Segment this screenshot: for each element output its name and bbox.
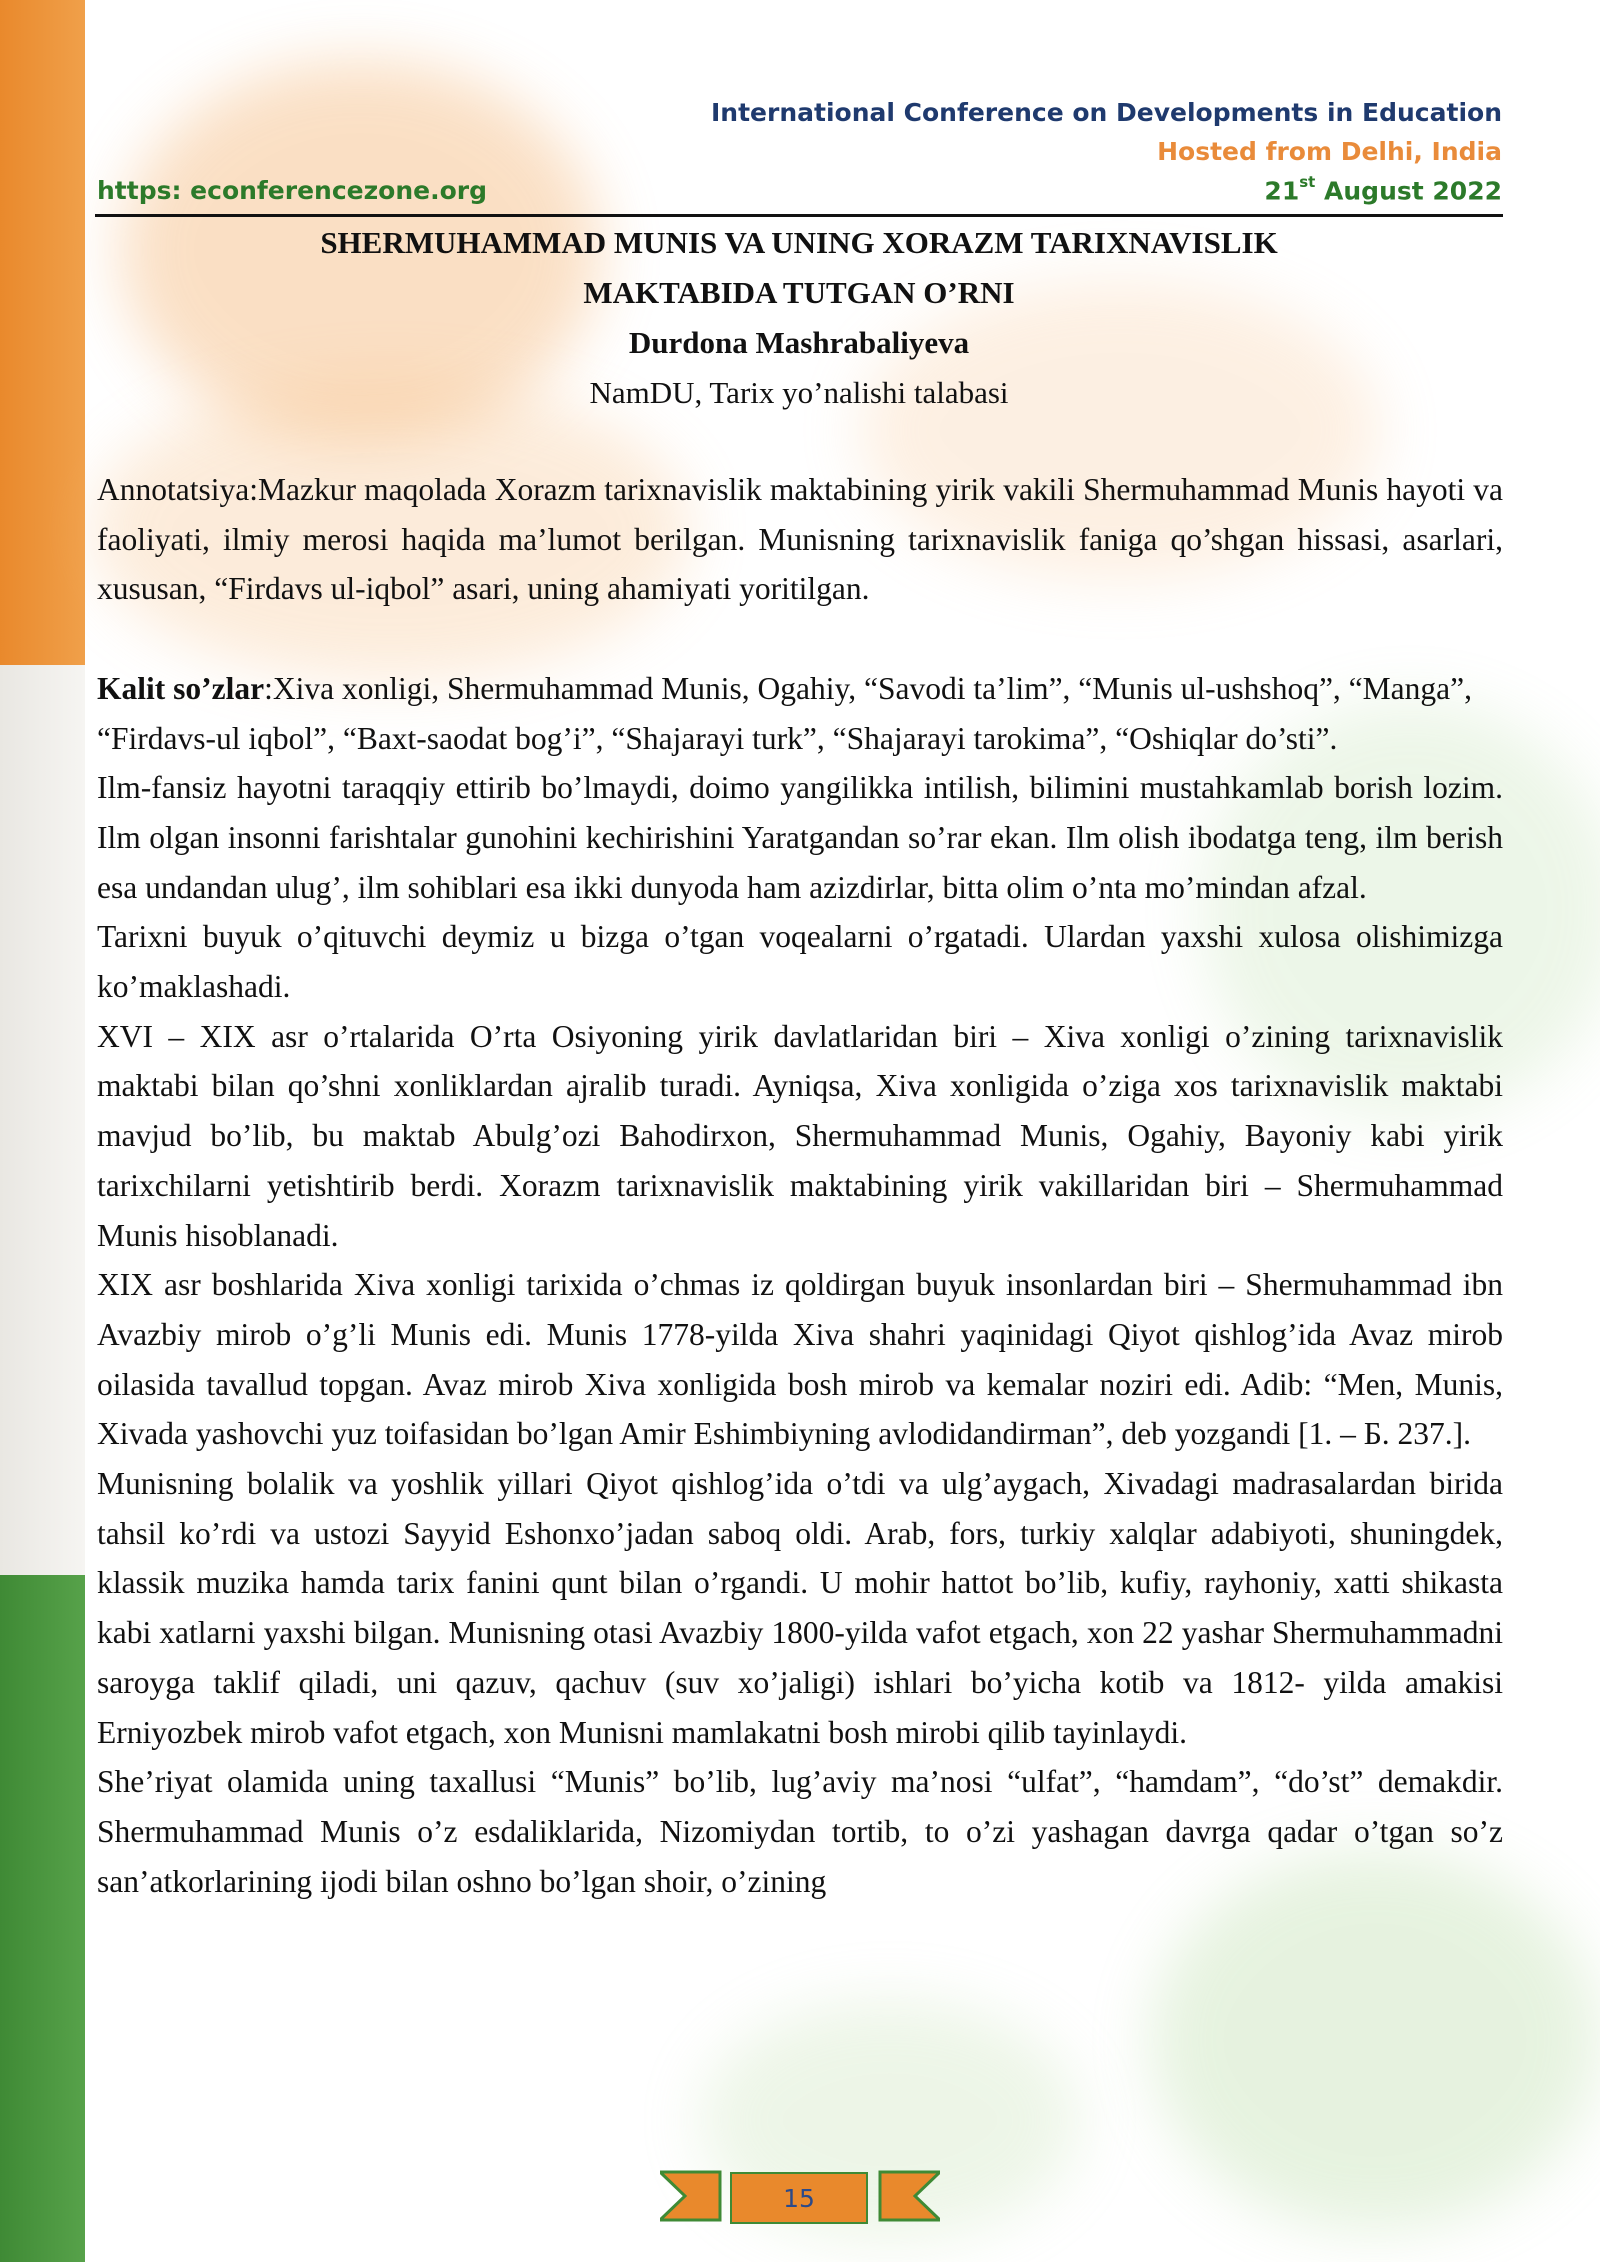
article-title	[95, 218, 1503, 318]
keywords-paragraph	[97, 664, 1503, 763]
date-suffix: st	[1299, 173, 1316, 191]
author-name: Durdona Mashrabaliyeva	[628, 325, 970, 360]
article-body	[97, 465, 1503, 1906]
keywords-label: Kalit so’zlar	[97, 670, 265, 706]
paint-splash	[1150, 1850, 1600, 2230]
flag-stripe-green	[0, 1575, 85, 2262]
author-affiliation: NamDU, Tarix yo’nalishi talabasi	[589, 375, 1009, 410]
body-paragraph: XIX asr boshlarida Xiva xonligi tarixida o’chmas iz qoldirgan buyuk insonlardan biri – Shermuhammad ibn Avazbiy mirob o’g’li Munis edi. Munis 1778-yilda Xiva shahri yaqinidagi Qiyot qishlog’ida Avaz mirob oilasida tavallud topgan. Avaz mirob Xiva xonligida bosh mirob va kemalar noziri edi. Adib: “Men, Munis, Xivada yashovchi yuz toifasidan bo’lgan Amir Eshimbiyning avlodidandirman”, deb yozgandi [1. – Б. 237.].	[97, 1267, 1503, 1452]
paragraph-gap	[97, 614, 1503, 664]
conference-host: Hosted from Delhi, India	[1157, 137, 1502, 166]
flag-stripe-white	[0, 665, 85, 1575]
body-paragraph: Munisning bolalik va yoshlik yillari Qiyot qishlog’ida o’tdi va ulg’aygach, Xivadagi madrasalardan birida tahsil ko’rdi va ustozi Sayyid Eshonxo’jadan saboq oldi. Arab, fors, turkiy xalqlar adabiyoti, shuningdek, klassik muzika hamda tarix fanini qunt bilan o’rgandi. U mohir hattot bo’lib, kufiy, rayhoniy, xatti shikasta kabi xatlarni yaxshi bilgan. Munisning otasi Avazbiy 1800-yilda vafot etgach, xon 22 yashar Shermuhammadni saroyga taklif qiladi, uni qazuv, qachuv (suv xo’jaligi) ishlari bo’yicha kotib va 1812- yilda amakisi Erniyozbek mirob vafot etgach, xon Munisni mamlakatni bosh mirobi qilib tayinlaydi.	[97, 1466, 1503, 1750]
flag-stripe-orange	[0, 0, 85, 665]
conference-name: International Conference on Developments in Education	[711, 98, 1502, 127]
body-paragraph: XVI – XIX asr o’rtalarida O’rta Osiyoning yirik davlatlaridan biri – Xiva xonligi o’zining tarixnavislik maktabi bilan qo’shni xonliklardan ajralib turadi. Ayniqsa, Xiva xonligida o’ziga xos tarixnavislik maktabi mavjud bo’lib, bu maktab Abulg’ozi Bahodirxon, Shermuhammad Munis, Ogahiy, Bayoniy kabi yirik tarixchilarni yetishtirib berdi. Xorazm tarixnavislik maktabining yirik vakillaridan biri – Shermuhammad Munis hisoblanadi.	[97, 1018, 1503, 1253]
conference-url: https: econferencezone.org	[97, 176, 487, 205]
keywords-list: :Xiva xonligi, Shermuhammad Munis, Ogahiy, “Savodi ta’lim”, “Munis ul-ushshoq”, “Manga”, “Firdavs-ul iqbol”, “Baxt-saodat bog’i”, “Shajarayi turk”, “Shajarayi tarokima”, “Oshiqlar do’sti”.	[97, 670, 1472, 756]
body-paragraph: Tarixni buyuk o’qituvchi deymiz u bizga o’tgan voqealarni o’rgatadi. Ulardan yaxshi xulosa olishimizga ko’maklashadi.	[97, 919, 1503, 1005]
date-day: 21	[1264, 176, 1300, 206]
title-line-2: MAKTABIDA TUTGAN O’RNI	[583, 275, 1015, 310]
annotation-paragraph: Annotatsiya:Mazkur maqolada Xorazm tarixnavislik maktabining yirik vakili Shermuhammad Munis hayoti va faoliyati, ilmiy merosi haqida ma’lumot berilgan. Munisning tarixnavislik faniga qo’shgan hissasi, asarlari, xususan, “Firdavs ul-iqbol” asari, uning ahamiyati yoritilgan.	[97, 472, 1503, 607]
title-line-1: SHERMUHAMMAD MUNIS VA UNING XORAZM TARIXNAVISLIK	[320, 225, 1278, 260]
body-paragraph: Ilm-fansiz hayotni taraqqiy ettirib bo’lmaydi, doimo yangilikka intilish, bilimini mustahkamlab borish lozim. Ilm olgan insonni farishtalar gunohini kechirishini Yaratgandan so’rar ekan. Ilm olish ibodatga teng, ilm berish esa undandan ulug’, ilm sohiblari esa ikki dunyoda ham azizdirlar, bitta olim o’nta mo’mindan afzal.	[97, 770, 1503, 905]
date-month-year: August 2022	[1315, 176, 1502, 206]
conference-date	[1264, 173, 1502, 206]
page-number: 15	[730, 2172, 868, 2224]
header-rule	[95, 214, 1503, 217]
body-paragraph: She’riyat olamida uning taxallusi “Munis” bo’lib, lug’aviy ma’nosi “ulfat”, “hamdam”, “do’st” demakdir. Shermuhammad Munis o’z esdaliklarida, Nizomiydan tortib, to o’zi yashagan davrga qadar o’tgan so’z san’atkorlarining ijodi bilan oshno bo’lgan shoir, o’zining	[97, 1764, 1503, 1899]
